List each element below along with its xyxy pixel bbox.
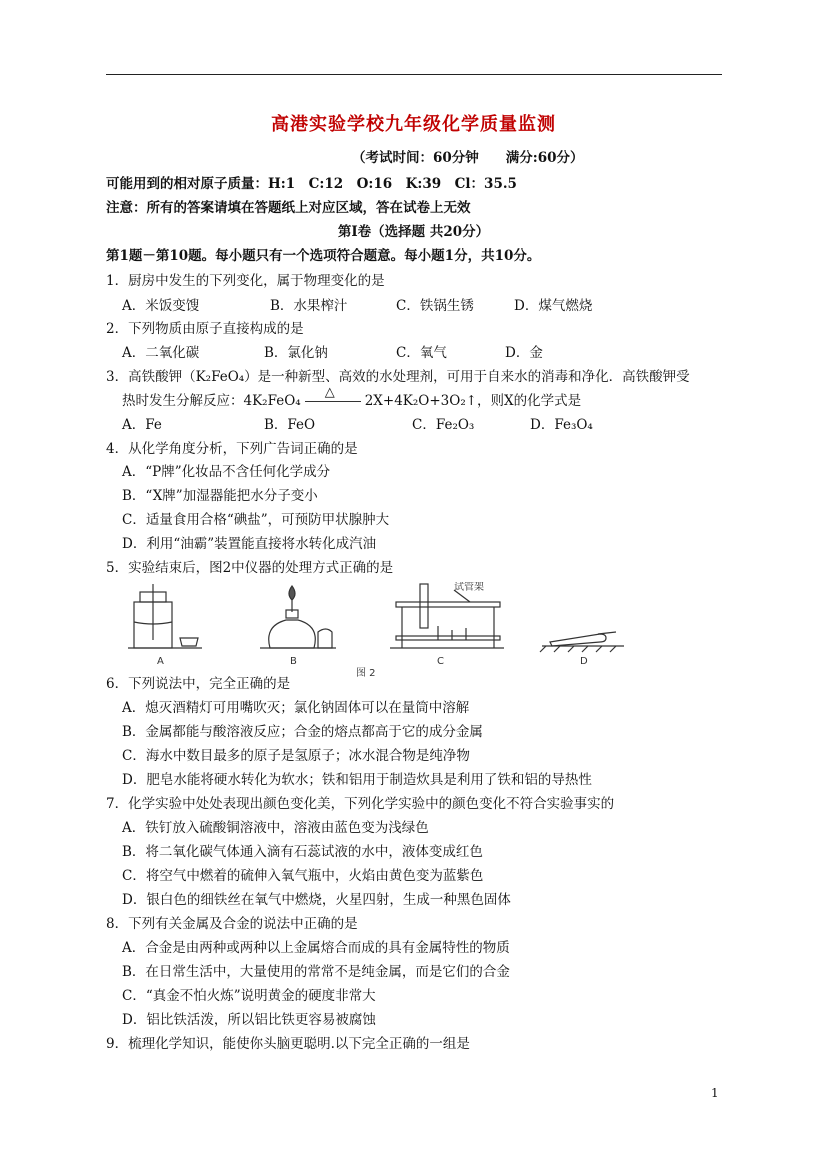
figure-2-apparatus xyxy=(120,582,630,677)
page-title: 高港实验学校九年级化学质量监测 xyxy=(271,114,556,135)
section-title: 第Ⅰ卷（选择题 共20分） xyxy=(337,224,490,240)
heat-symbol-icon: △ xyxy=(324,384,335,400)
q6-option-c: C．海水中数目最多的原子是氢原子；冰水混合物是纯净物 xyxy=(122,748,470,764)
apparatus-b-icon xyxy=(260,586,336,648)
q4-option-b: B．“X牌”加湿器能把水分子变小 xyxy=(122,488,318,504)
question-8-stem: 8．下列有关金属及合金的说法中正确的是 xyxy=(106,916,358,932)
figure-caption: 图 2 xyxy=(356,668,376,677)
notice: 注意：所有的答案请填在答题纸上对应区域，答在试卷上无效 xyxy=(106,200,471,216)
q7-option-b: B．将二氧化碳气体通入滴有石蕊试液的水中，液体变成红色 xyxy=(122,844,483,860)
q1-option-a: A．米饭变馊 xyxy=(122,298,200,314)
q8-option-c: C．“真金不怕火炼”说明黄金的硬度非常大 xyxy=(122,988,376,1004)
q7-option-a: A．铁钉放入硫酸铜溶液中，溶液由蓝色变为浅绿色 xyxy=(122,820,429,836)
q7-option-d: D．银白色的细铁丝在氧气中燃烧，火星四射，生成一种黑色固体 xyxy=(122,892,511,908)
figure-label-b: B xyxy=(290,656,297,667)
reaction-equals-line xyxy=(305,401,361,402)
q2-option-b: B．氯化钠 xyxy=(264,345,328,361)
question-4-stem: 4．从化学角度分析，下列广告词正确的是 xyxy=(106,441,358,457)
question-3-stem-line2 xyxy=(122,384,582,411)
figure-label-d: D xyxy=(580,656,588,667)
figure-label-c: C xyxy=(437,656,444,667)
q8-option-b: B．在日常生活中，大量使用的常常不是纯金属，而是它们的合金 xyxy=(122,964,510,980)
section-instruction: 第1题－第10题。每小题只有一个选项符合题意。每小题1分，共10分。 xyxy=(106,248,541,264)
apparatus-a-icon xyxy=(128,584,202,648)
question-6-stem: 6．下列说法中，完全正确的是 xyxy=(106,676,291,692)
figure-label-a: A xyxy=(157,656,164,667)
reaction-condition xyxy=(301,384,365,409)
figure-annotation-test-tube-rack: 试管架 xyxy=(454,582,484,593)
q2-option-a: A．二氧化碳 xyxy=(122,345,200,361)
q1-option-b: B．水果榨汁 xyxy=(270,298,348,314)
q2-option-c: C．氧气 xyxy=(396,345,447,361)
q6-option-d: D．肥皂水能将硬水转化为软水；铁和铝用于制造炊具是利用了铁和铝的导热性 xyxy=(122,772,592,788)
exam-info: （考试时间：60分钟 满分:60分） xyxy=(352,150,584,166)
question-5-stem: 5．实验结束后，图2中仪器的处理方式正确的是 xyxy=(106,560,394,576)
q3-option-a: A．Fe xyxy=(122,417,162,433)
q7-option-c: C．将空气中燃着的硫伸入氧气瓶中，火焰由黄色变为蓝紫色 xyxy=(122,868,484,884)
q3-reaction-right: 2X+4K₂O+3O₂↑，则X的化学式是 xyxy=(364,393,582,409)
question-3-stem: 3．高铁酸钾（K₂FeO₄）是一种新型、高效的水处理剂，可用于自来水的消毒和净化．高铁酸钾受 xyxy=(106,369,690,385)
q6-option-b: B．金属都能与酸溶液反应；合金的熔点都高于它的成分金属 xyxy=(122,724,483,740)
q8-option-d: D．铝比铁活泼，所以铝比铁更容易被腐蚀 xyxy=(122,1012,376,1028)
atomic-mass-info: 可能用到的相对原子质量：H:1 C:12 O:16 K:39 Cl：35.5 xyxy=(106,176,517,192)
q3-option-c: C．Fe₂O₃ xyxy=(412,417,475,433)
question-9-stem: 9．梳理化学知识，能使你头脑更聪明.以下完全正确的一组是 xyxy=(106,1036,470,1052)
page-number: 1 xyxy=(711,1086,719,1100)
apparatus-c-icon xyxy=(390,584,504,648)
q3-reaction-left: 热时发生分解反应：4K₂FeO₄ xyxy=(122,393,301,409)
question-1-stem: 1．厨房中发生的下列变化，属于物理变化的是 xyxy=(106,273,385,289)
q4-option-a: A．“P牌”化妆品不含任何化学成分 xyxy=(122,464,331,480)
question-2-stem: 2．下列物质由原子直接构成的是 xyxy=(106,321,304,337)
header-rule xyxy=(106,74,722,75)
q4-option-d: D．利用“油霸”装置能直接将水转化成汽油 xyxy=(122,536,377,552)
apparatus-d-icon xyxy=(540,632,624,652)
q3-option-b: B．FeO xyxy=(264,417,316,433)
q4-option-c: C．适量食用合格“碘盐”，可预防甲状腺肿大 xyxy=(122,512,390,528)
q8-option-a: A．合金是由两种或两种以上金属熔合而成的具有金属特性的物质 xyxy=(122,940,510,956)
q1-option-c: C．铁锅生锈 xyxy=(396,298,474,314)
q1-option-d: D．煤气燃烧 xyxy=(514,298,593,314)
q6-option-a: A．熄灭酒精灯可用嘴吹灭；氯化钠固体可以在量筒中溶解 xyxy=(122,700,470,716)
question-7-stem: 7．化学实验中处处表现出颜色变化美，下列化学实验中的颜色变化不符合实验事实的 xyxy=(106,796,615,812)
q2-option-d: D．金 xyxy=(505,345,543,361)
q3-option-d: D．Fe₃O₄ xyxy=(530,417,593,433)
